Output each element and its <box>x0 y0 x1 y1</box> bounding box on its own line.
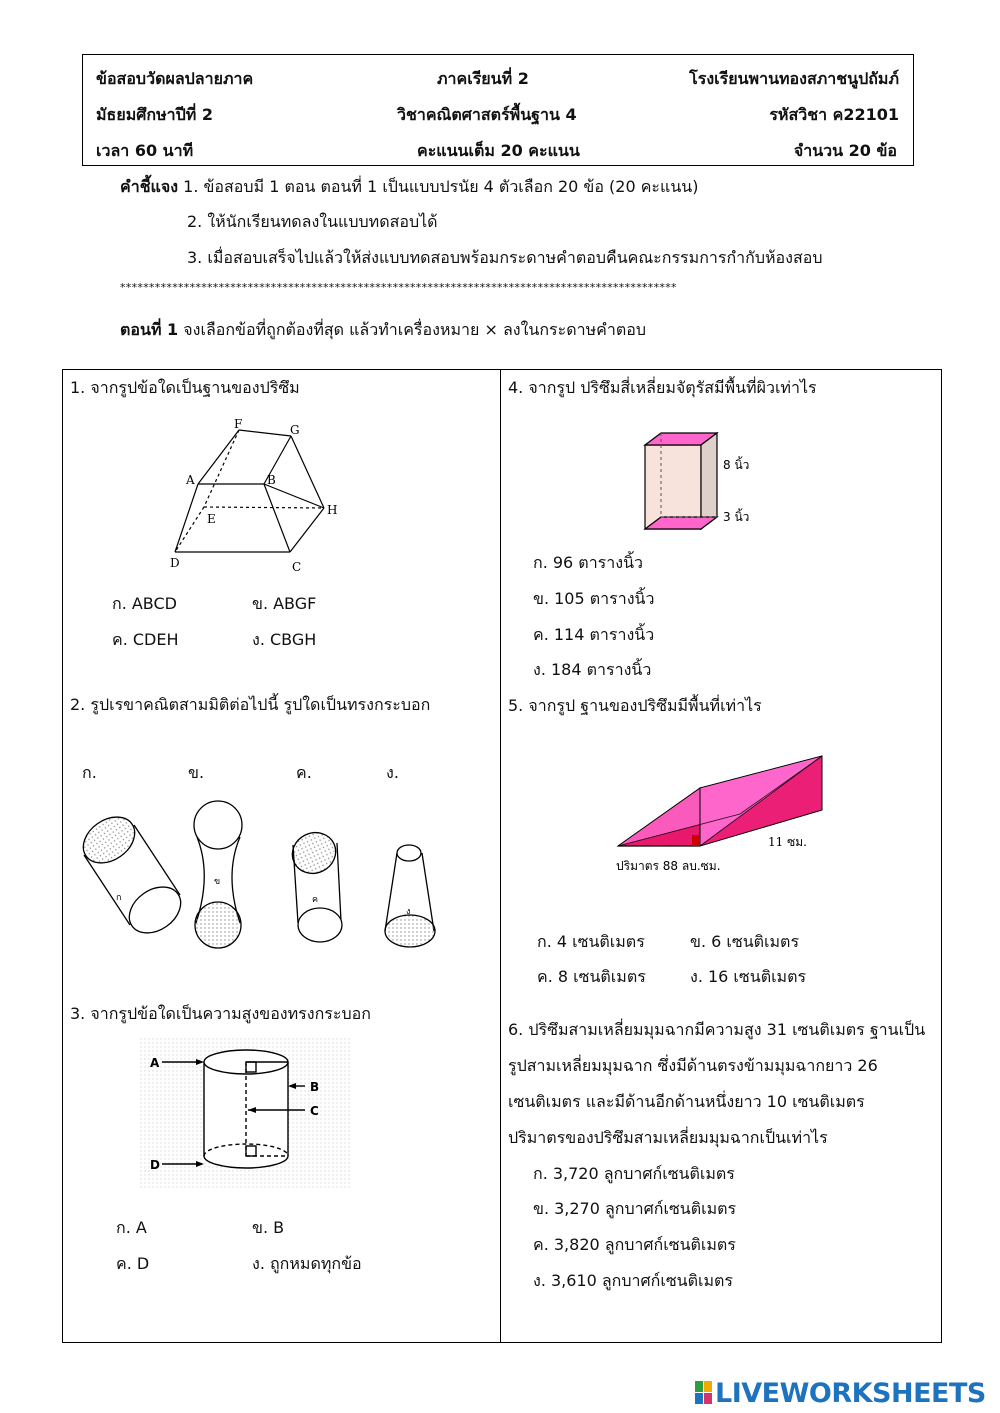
q5-choice-4[interactable]: ง. 16 เซนติเมตร <box>690 967 807 986</box>
liveworksheets-logo[interactable] <box>695 1378 986 1409</box>
q1-label-g: G <box>290 423 300 437</box>
q2-inner-2: ข <box>214 877 221 887</box>
subject-name: วิชาคณิตศาสตร์พื้นฐาน 4 <box>397 105 577 124</box>
q6-choice-2[interactable]: ข. 3,270 ลูกบาศก์เซนติเมตร <box>533 1199 737 1218</box>
q5-choice-3[interactable]: ค. 8 เซนติเมตร <box>537 967 646 986</box>
q5-volume-label: ปริมาตร 88 ลบ.ซม. <box>616 859 721 873</box>
header-row-1 <box>83 67 913 97</box>
q2-label-1: ก. <box>82 763 97 782</box>
q2-inner-3: ค <box>312 895 319 905</box>
grade-level: มัธยมศึกษาปีที่ 2 <box>96 105 214 124</box>
q4-choice-3[interactable]: ค. 114 ตารางนิ้ว <box>533 625 655 644</box>
q4-choice-2[interactable]: ข. 105 ตารางนิ้ว <box>533 589 655 608</box>
q6-choice-4[interactable]: ง. 3,610 ลูกบาศก์เซนติเมตร <box>533 1271 734 1290</box>
q1-prism-figure <box>160 415 360 575</box>
part-label: ตอนที่ 1 <box>120 320 179 339</box>
question-1: 1. จากรูปข้อใดเป็นฐานของปริซึม <box>70 378 300 397</box>
question-2: 2. รูปเรขาคณิตสามมิติต่อไปนี้ รูปใดเป็นทรงกระบอก <box>70 695 431 714</box>
header-row-3 <box>83 139 913 169</box>
part-instruction: จงเลือกข้อที่ถูกต้องที่สุด แล้วทำเครื่องหมาย × ลงในกระดาษคำตอบ <box>183 320 646 339</box>
question-6-line-4: ปริมาตรของปริซึมสามเหลี่ยมมุมฉากเป็นเท่าไร <box>508 1128 828 1147</box>
question-3: 3. จากรูปข้อใดเป็นความสูงของทรงกระบอก <box>70 1004 371 1023</box>
subject-code: รหัสวิชา ค22101 <box>769 105 899 124</box>
q3-label-c: C <box>310 1104 319 1118</box>
q4-height-label: 8 นิ้ว <box>723 458 750 472</box>
q2-label-2: ข. <box>188 763 205 782</box>
q1-label-e: E <box>207 512 216 526</box>
q2-inner-1: ก <box>116 893 122 903</box>
q3-choice-3[interactable]: ค. D <box>116 1254 150 1273</box>
semester: ภาคเรียนที่ 2 <box>437 69 529 88</box>
q1-label-f: F <box>234 417 243 431</box>
logo-mark-icon <box>695 1381 713 1405</box>
q1-choice-3[interactable]: ค. CDEH <box>112 630 179 649</box>
logo-text: LIVEWORKSHEETS <box>715 1378 986 1409</box>
part-heading <box>120 318 646 343</box>
q2-shape-1 <box>75 808 190 943</box>
q1-label-h: H <box>327 503 338 517</box>
q2-shape-4 <box>385 845 435 947</box>
q3-choice-2[interactable]: ข. B <box>252 1218 285 1237</box>
q1-choice-4[interactable]: ง. CBGH <box>252 630 317 649</box>
q6-choice-1[interactable]: ก. 3,720 ลูกบาศก์เซนติเมตร <box>533 1164 735 1183</box>
q4-choice-1[interactable]: ก. 96 ตารางนิ้ว <box>533 553 643 572</box>
q4-prism-figure <box>635 425 775 535</box>
exam-time: เวลา 60 นาที <box>96 141 194 160</box>
q3-label-d: D <box>150 1158 160 1172</box>
q6-choice-3[interactable]: ค. 3,820 ลูกบาศก์เซนติเมตร <box>533 1235 736 1254</box>
instruction-line-1 <box>120 175 698 200</box>
q2-shapes-figure <box>72 795 442 960</box>
q1-label-b: B <box>267 473 276 487</box>
q3-cylinder-figure <box>140 1038 350 1188</box>
q4-base-label: 3 นิ้ว <box>723 510 750 524</box>
q1-choice-2[interactable]: ข. ABGF <box>252 594 317 613</box>
exam-title: ข้อสอบวัดผลปลายภาค <box>96 69 254 88</box>
q2-label-4: ง. <box>386 763 399 782</box>
column-divider <box>500 369 501 1343</box>
question-5: 5. จากรูป ฐานของปริซึมมีพื้นที่เท่าไร <box>508 696 762 715</box>
q4-choice-4[interactable]: ง. 184 ตารางนิ้ว <box>533 660 652 679</box>
q3-label-b: B <box>310 1080 320 1094</box>
instruction-line-2: 2. ให้นักเรียนทดลงในแบบทดสอบได้ <box>187 212 438 231</box>
q1-label-c: C <box>292 560 302 574</box>
q1-label-d: D <box>170 556 180 570</box>
q5-choice-1[interactable]: ก. 4 เซนติเมตร <box>537 932 645 951</box>
q3-label-a: A <box>150 1056 160 1070</box>
question-6-line-2: รูปสามเหลี่ยมมุมฉาก ซึ่งมีด้านตรงข้ามมุมฉากยาว 26 <box>508 1056 878 1075</box>
school-name: โรงเรียนพานทองสภาชนูปถัมภ์ <box>689 69 899 88</box>
q3-choice-4[interactable]: ง. ถูกหมดทุกข้อ <box>252 1254 362 1273</box>
q5-choice-2[interactable]: ข. 6 เซนติเมตร <box>690 932 800 951</box>
q2-shape-2 <box>194 801 242 948</box>
instruction-label: คำชี้แจง <box>120 177 179 196</box>
instruction-1-text: 1. ข้อสอบมี 1 ตอน ตอนที่ 1 เป็นแบบปรนัย 4 ตัวเลือก 20 ข้อ (20 คะแนน) <box>183 177 699 196</box>
separator-stars: ************************************************************************************************ <box>120 281 677 294</box>
header-row-2 <box>83 103 913 133</box>
q2-inner-4: ง <box>406 907 411 917</box>
question-6-line-3: เซนติเมตร และมีด้านอีกด้านหนึ่งยาว 10 เซนติเมตร <box>508 1092 865 1111</box>
q2-label-3: ค. <box>296 763 312 782</box>
q2-shape-3 <box>286 826 343 942</box>
q1-choice-1[interactable]: ก. ABCD <box>112 594 177 613</box>
full-score: คะแนนเต็ม 20 คะแนน <box>417 141 580 160</box>
question-6-line-1: 6. ปริซึมสามเหลี่ยมมุมฉากมีความสูง 31 เซนติเมตร ฐานเป็น <box>508 1020 926 1039</box>
exam-header-box <box>82 54 914 166</box>
q5-prism-figure <box>610 748 840 878</box>
q1-label-a: A <box>186 473 195 487</box>
question-4: 4. จากรูป ปริซึมสี่เหลี่ยมจัตุรัสมีพื้นที่ผิวเท่าไร <box>508 378 817 397</box>
question-count: จำนวน 20 ข้อ <box>793 141 897 160</box>
q5-length-label: 11 ซม. <box>768 835 807 849</box>
q3-choice-1[interactable]: ก. A <box>116 1218 147 1237</box>
instruction-line-3: 3. เมื่อสอบเสร็จไปแล้วให้ส่งแบบทดสอบพร้อมกระดาษคำตอบคืนคณะกรรมการกำกับห้องสอบ <box>187 248 823 267</box>
